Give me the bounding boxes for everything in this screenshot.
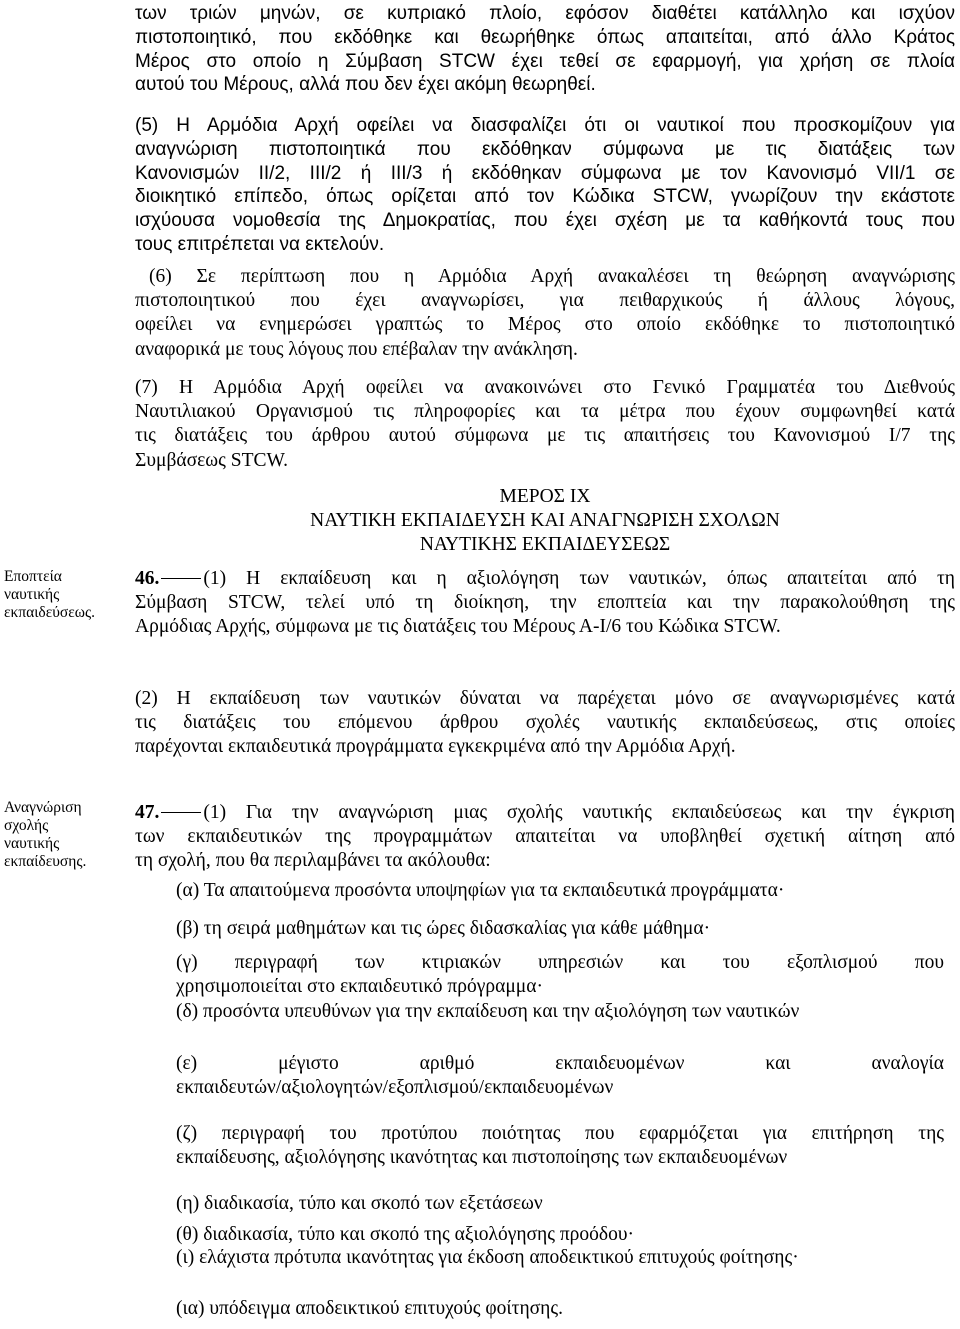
text-line: (ι) ελάχιστα πρότυπα ικανότητας για έκδοση αποδεικτικού επιτυχούς φοίτησης·: [176, 1247, 799, 1268]
margin-note-line: εκπαιδεύσεως.: [4, 604, 96, 621]
list-item-h: [176, 1192, 944, 1216]
article-number: 47.: [135, 802, 160, 823]
margin-note-47: [4, 799, 124, 871]
text-line: οφείλει να ενημερώσει γραπτώς το Μέρος στο οποίο εκδόθηκε το πιστοποιητικό: [135, 314, 955, 336]
text-line: χρησιμοποιείται στο εκπαιδευτικό πρόγραμμα·: [176, 976, 543, 997]
margin-note-line: εκπαίδευσης.: [4, 853, 87, 870]
text-line: αναφορικά με τους λόγους που επέβαλαν την ανάκληση.: [135, 338, 578, 360]
list-item-e: [176, 1052, 944, 1100]
text-line: παρέχονται εκπαιδευτικά προγράμματα εγκεκριμένα από την Αρμόδια Αρχή.: [135, 736, 736, 758]
list-item-ia: [176, 1297, 944, 1321]
list-item-z: [176, 1122, 944, 1170]
text-line: (2) Η εκπαίδευση των ναυτικών δύναται να παρέχεται μόνο σε αναγνωρισμένες κατά: [135, 688, 955, 709]
margin-note-line: σχολής: [4, 817, 49, 834]
text-line: [135, 567, 955, 591]
margin-note-46: [4, 568, 124, 622]
margin-note-line: ναυτικής: [4, 586, 60, 603]
text-line: των εκπαιδευτικών της προγραμμάτων απαιτείται να υποβληθεί σχετική αίτηση από: [135, 826, 955, 848]
text-line: εκπαίδευσης, αξιολόγησης ικανότητας και πιστοποίησης των εκπαιδευομένων: [176, 1147, 788, 1168]
list-item-c: [176, 951, 944, 999]
text-line: διοικητικό επίπεδο, όπως ορίζεται από τον Κώδικα STCW, γνωρίζουν την εκάστοτε: [135, 186, 955, 208]
text-line: (α) Τα απαιτούμενα προσόντα υποψηφίων για τα εκπαιδευτικά προγράμματα·: [176, 880, 785, 901]
em-dash-rule: [161, 812, 201, 813]
article-46-paragraph-2: [135, 687, 955, 760]
text-line: αναγνώριση πιστοποιητικά που εκδόθηκαν σύμφωνα με τις διατάξεις των: [135, 138, 955, 160]
em-dash-rule: [161, 578, 201, 579]
text-line: (5) Η Αρμόδια Αρχή οφείλει να διασφαλίζει ότι οι ναυτικοί που προσκομίζουν για: [135, 115, 955, 136]
list-item-i: [176, 1246, 944, 1270]
list-item-d: [176, 1000, 944, 1024]
margin-note-line: Αναγνώριση: [4, 799, 82, 816]
part-heading: [135, 485, 955, 556]
text-line: (β) τη σειρά μαθημάτων και τις ώρες διδασκαλίας για κάθε μάθημα·: [176, 918, 711, 939]
text-line: τη σχολή, που θα περιλαμβάνει τα ακόλουθα:: [135, 850, 491, 872]
text-line: [135, 801, 955, 825]
text-line: τις διατάξεις του επόμενου άρθρου σχολές ναυτικής εκπαιδεύσεως, στις οποίες: [135, 712, 955, 734]
list-item-a: [176, 879, 944, 903]
text-line: (ζ) περιγραφή του προτύπου ποιότητας που εφαρμόζεται για επιτήρηση της: [176, 1123, 944, 1144]
margin-note-line: ναυτικής: [4, 835, 60, 852]
list-item-b: [176, 917, 944, 941]
text-line: (6) Σε περίπτωση που η Αρμόδια Αρχή ανακαλέσει τη θεώρηση αναγνώρισης: [149, 266, 955, 287]
text-line: Αρμόδιας Αρχής, σύμφωνα με τις διατάξεις του Μέρους Α-Ι/6 του Κώδικα STCW.: [135, 616, 781, 638]
text-line: Μέρος στο οποίο η Σύμβαση STCW έχει τεθεί σε εφαρμογή, για χρήση σε πλοία: [135, 50, 955, 72]
text-line: πιστοποιητικό, που εκδόθηκε και θεωρήθηκε όπως απαιτείται, από άλλο Κράτος: [135, 26, 955, 48]
paragraph-7: [135, 376, 955, 473]
text-line: (θ) διαδικασία, τύπο και σκοπό της αξιολόγησης προόδου·: [176, 1224, 634, 1245]
text-line: ισχύουσα νομοθεσία της Δημοκρατίας, που έχει σχέση με τα καθήκοντά τους που: [135, 210, 955, 232]
text-line: Ναυτιλιακού Οργανισμού τις πληροφορίες και τα μέτρα που έχουν συμφωνηθεί κατά: [135, 401, 955, 423]
text-line: αυτού του Μέρους, αλλά που δεν έχει ακόμη θεωρηθεί.: [135, 74, 596, 96]
text-line: (δ) προσόντα υπευθύνων για την εκπαίδευση και την αξιολόγηση των ναυτικών: [176, 1001, 800, 1022]
text-line: (ια) υπόδειγμα αποδεικτικού επιτυχούς φοίτησης.: [176, 1298, 563, 1319]
text-line: (ε) μέγιστο αριθμό εκπαιδευομένων και αναλογία: [176, 1053, 944, 1074]
text-line: εκπαιδευτών/αξιολογητών/εξοπλισμού/εκπαιδευομένων: [176, 1077, 614, 1098]
margin-note-line: Εποπτεία: [4, 568, 62, 585]
text-line: (7) Η Αρμόδια Αρχή οφείλει να ανακοινώνει στο Γενικό Γραμματέα του Διεθνούς: [135, 377, 955, 398]
text-line: τους επιτρέπεται να εκτελούν.: [135, 233, 385, 255]
text-line: Σύμβαση STCW, τελεί υπό τη διοίκηση, την εποπτεία και την παρακολούθηση της: [135, 592, 955, 614]
text-line: τις διατάξεις του άρθρου αυτού σύμφωνα με τις απαιτήσεις του Κανονισμού Ι/7 της: [135, 425, 955, 447]
text-span: (1) Η εκπαίδευση και η αξιολόγηση των ναυτικών, όπως απαιτείται από τη: [203, 568, 955, 589]
list-item-th: [176, 1223, 944, 1247]
article-number: 46.: [135, 568, 160, 589]
text-line: των τριών μηνών, σε κυπριακό πλοίο, εφόσον διαθέτει κατάλληλο και ισχύον: [135, 3, 955, 24]
text-line: (η) διαδικασία, τύπο και σκοπό των εξετάσεων: [176, 1193, 543, 1214]
text-line: πιστοποιητικού που έχει αναγνωρίσει, για πειθαρχικούς ή άλλους λόγους,: [135, 290, 955, 312]
part-number: ΜΕΡΟΣ ΙΧ: [499, 486, 591, 507]
text-line: Συμβάσεως STCW.: [135, 449, 288, 471]
part-title-line: ΝΑΥΤΙΚΗ ΕΚΠΑΙΔΕΥΣΗ ΚΑΙ ΑΝΑΓΝΩΡΙΣΗ ΣΧΟΛΩΝ: [310, 509, 780, 531]
article-46-paragraph-1: [135, 567, 955, 640]
text-line: Κανονισμών ΙΙ/2, ΙΙΙ/2 ή ΙΙΙ/3 ή εκδόθηκαν σύμφωνα με τον Κανονισμό VII/1 σε: [135, 162, 955, 184]
paragraph-6: [135, 265, 955, 362]
article-47-paragraph-1: [135, 801, 955, 874]
text-line: (γ) περιγραφή των κτιριακών υπηρεσιών και του εξοπλισμού που: [176, 952, 944, 973]
paragraph-5: [135, 114, 955, 257]
part-title-line: ΝΑΥΤΙΚΗΣ ΕΚΠΑΙΔΕΥΣΕΩΣ: [419, 533, 671, 555]
intro-paragraph: [135, 2, 955, 97]
text-span: (1) Για την αναγνώριση μιας σχολής ναυτικής εκπαιδεύσεως και την έγκριση: [203, 802, 955, 823]
